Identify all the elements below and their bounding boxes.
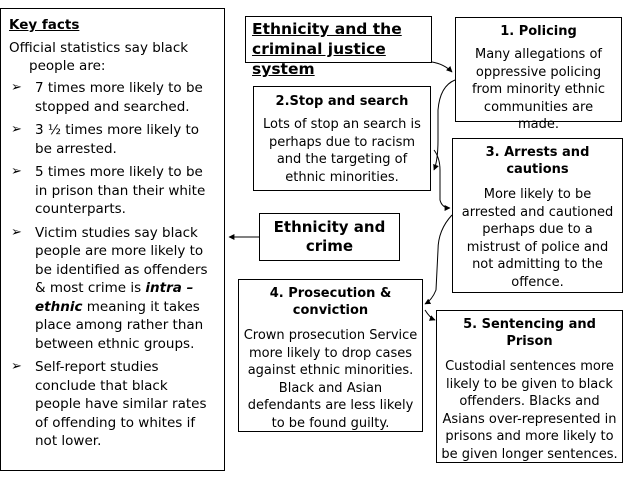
arrow-bullet-icon: ➢ <box>11 359 22 374</box>
key-facts-intro: Official statistics say black people are: <box>9 40 189 74</box>
key-fact-text: 3 ½ times more likely to be arrested. <box>35 122 200 157</box>
prosecution-box <box>238 279 423 432</box>
stop-search-heading: 2.Stop and search <box>275 94 409 109</box>
sentencing-box <box>436 310 623 463</box>
list-item <box>9 163 216 219</box>
policing-body: Many allegations of oppressive policing from minority ethnic communities are made. <box>471 47 606 132</box>
arrow-bullet-icon: ➢ <box>11 224 22 240</box>
list-item <box>9 358 216 451</box>
main-title-box <box>245 16 432 78</box>
arrow-bullet-icon: ➢ <box>11 122 22 137</box>
key-fact-text: Self-report studies conclude that black people have similar rates of offending to whites if not lower. <box>35 359 207 449</box>
stop-search-box <box>253 86 431 191</box>
arrests-heading: 3. Arrests and cautions <box>485 145 590 177</box>
prosecution-body: Crown prosecution Service more likely to drop cases against ethnic minorities. Black and Asian defendants are less likely to be found guilty. <box>243 328 418 431</box>
key-fact-text: 7 times more likely to be stopped and searched. <box>35 80 203 115</box>
arrow-stop-search-to-arrests <box>434 150 450 208</box>
arrests-body: More likely to be arrested and cautioned perhaps due to a mistrust of police and not admitting to the offence. <box>461 187 614 290</box>
main-title: Ethnicity and the criminal justice system <box>252 20 402 78</box>
key-facts-title: Key facts <box>9 17 80 33</box>
sentencing-heading: 5. Sentencing and Prison <box>463 317 596 349</box>
key-facts-box <box>0 8 225 471</box>
arrow-arrests-to-prosecution <box>425 215 452 304</box>
list-item <box>9 121 216 158</box>
key-fact-text: Victim studies say black people are more likely to be identified as offenders & most crime is <box>35 224 208 296</box>
key-fact-text: 5 times more likely to be in prison than their white counterparts. <box>35 164 206 217</box>
policing-heading: 1. Policing <box>500 24 577 39</box>
sentencing-body: Custodial sentences more likely to be given to black offenders. Blacks and Asians over-represented in prisons and more likely to be given longer sentences. <box>441 359 618 462</box>
key-fact-text-after: meaning it takes place among rather than between ethnic groups. <box>35 298 204 352</box>
list-item <box>9 224 216 354</box>
key-fact-emphasis: intra –ethnic <box>35 280 194 315</box>
arrow-bullet-icon: ➢ <box>11 164 22 179</box>
stop-search-body: Lots of stop an search is perhaps due to racism and the targeting of ethnic minorities. <box>263 117 421 185</box>
prosecution-heading: 4. Prosecution & conviction <box>269 286 392 318</box>
center-title-box <box>259 213 400 261</box>
arrow-prosecution-to-sentencing <box>425 310 435 320</box>
arrow-title-to-policing <box>432 62 452 72</box>
key-facts-list <box>9 79 216 451</box>
arrests-box <box>452 138 623 293</box>
center-title: Ethnicity and crime <box>273 218 386 255</box>
arrow-bullet-icon: ➢ <box>11 80 22 95</box>
policing-box <box>455 17 622 132</box>
list-item <box>9 79 216 116</box>
